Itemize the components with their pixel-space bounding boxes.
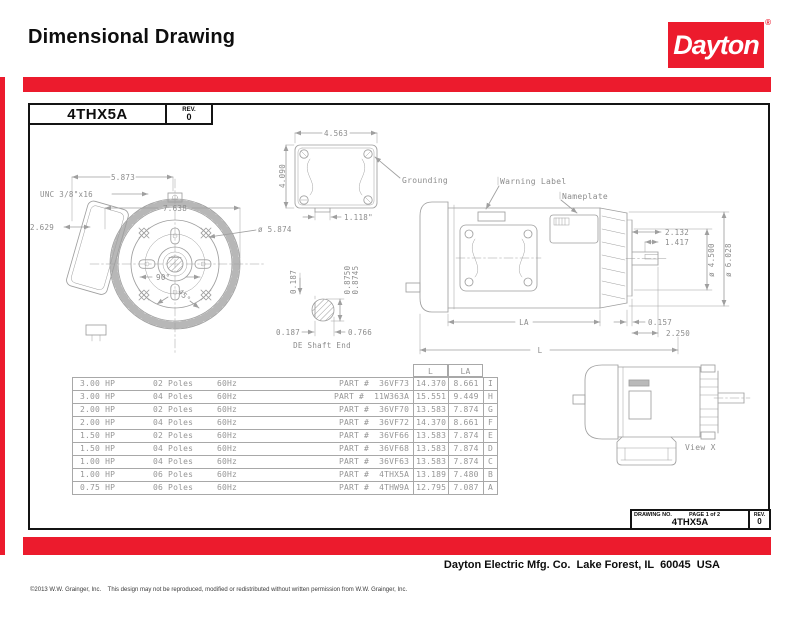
length-l-cell: 13.583 bbox=[413, 456, 448, 468]
dim-2132: 2.132 bbox=[665, 228, 690, 237]
copyright-notice: ©2013 W.W. Grainger, Inc. This design may not be reproduced, modified or redistributed without written permission from W.W. Grainger, Inc. bbox=[30, 587, 408, 593]
hp-cell: 1.50 HP bbox=[80, 431, 116, 440]
part-group bbox=[339, 378, 413, 390]
poles-cell: 06 Poles bbox=[153, 470, 194, 479]
title-block-rev bbox=[750, 511, 769, 528]
freq-cell: 60Hz bbox=[217, 392, 238, 401]
title-block bbox=[630, 509, 771, 530]
part-label: PART # bbox=[338, 405, 370, 414]
conduit-box-top-view bbox=[286, 133, 400, 220]
left-red-strip bbox=[0, 77, 5, 555]
row-key-cell: A bbox=[483, 482, 497, 494]
part-group bbox=[339, 417, 413, 429]
length-l-cell: 13.583 bbox=[413, 443, 448, 455]
poles-cell: 06 Poles bbox=[153, 483, 194, 492]
bottom-red-bar bbox=[23, 537, 771, 555]
dia-5874: ø 5.874 bbox=[258, 225, 292, 234]
detail-dia-lower: 0.8745 bbox=[351, 265, 360, 295]
row-main-cell bbox=[73, 456, 413, 468]
part-number-header: 4THX5A bbox=[28, 103, 167, 125]
row-key-cell: I bbox=[483, 378, 497, 390]
warning-label-text: Warning Label bbox=[500, 177, 567, 186]
part-number: 36VF70 bbox=[379, 405, 410, 414]
dim-7638: 7.638 bbox=[162, 204, 188, 213]
part-group bbox=[339, 482, 413, 494]
page-indicator: PAGE 1 of 2 bbox=[689, 512, 721, 518]
part-group bbox=[339, 443, 413, 455]
drawing-number: 4THX5A bbox=[671, 517, 709, 528]
poles-cell: 04 Poles bbox=[153, 444, 194, 453]
hp-cell: 3.00 HP bbox=[80, 379, 116, 388]
title-block-rev-value: 0 bbox=[757, 517, 762, 526]
detail-dim-0766: 0.766 bbox=[348, 328, 373, 337]
table-row bbox=[72, 378, 498, 391]
part-number: 36VF66 bbox=[379, 431, 410, 440]
length-l-cell: 15.551 bbox=[413, 391, 448, 403]
rev-label: REV. bbox=[182, 107, 196, 113]
poles-cell: 02 Poles bbox=[153, 379, 194, 388]
row-main-cell bbox=[73, 404, 413, 416]
freq-cell: 60Hz bbox=[217, 457, 238, 466]
part-number: 36VF73 bbox=[379, 379, 410, 388]
length-la-cell: 8.661 bbox=[448, 417, 483, 429]
poles-cell: 02 Poles bbox=[153, 431, 194, 440]
col-header-la: LA bbox=[448, 364, 483, 377]
part-label: PART # bbox=[338, 444, 370, 453]
dim-5873: 5.873 bbox=[110, 173, 136, 182]
view-x-caption: View X bbox=[685, 443, 716, 452]
length-la-cell: 7.874 bbox=[448, 443, 483, 455]
title-block-rev-label: REV. bbox=[753, 512, 766, 518]
col-header-l: L bbox=[413, 364, 448, 377]
page-title: Dimensional Drawing bbox=[28, 26, 236, 48]
length-la-cell: 9.449 bbox=[448, 391, 483, 403]
company-address: Dayton Electric Mfg. Co. Lake Forest, IL 60045 USA bbox=[443, 559, 720, 571]
part-number: 4THX5A bbox=[379, 470, 410, 479]
freq-cell: 60Hz bbox=[217, 431, 238, 440]
part-group bbox=[339, 456, 413, 468]
part-group bbox=[339, 469, 413, 481]
part-label: PART # bbox=[333, 392, 365, 401]
view-x bbox=[573, 365, 750, 465]
length-la-cell: 8.661 bbox=[448, 378, 483, 390]
angle-90: 90° bbox=[156, 273, 171, 282]
dia-4500: ø 4.500 bbox=[707, 243, 716, 277]
hp-cell: 1.50 HP bbox=[80, 444, 116, 453]
length-l-cell: 13.189 bbox=[413, 469, 448, 481]
table-row bbox=[72, 482, 498, 495]
table-row bbox=[72, 430, 498, 443]
length-l-cell: 12.795 bbox=[413, 482, 448, 494]
row-key-cell: F bbox=[483, 417, 497, 429]
dim-l: L bbox=[537, 346, 543, 355]
table-row bbox=[72, 404, 498, 417]
row-main-cell bbox=[73, 430, 413, 442]
freq-cell: 60Hz bbox=[217, 483, 238, 492]
hp-cell: 3.00 HP bbox=[80, 392, 116, 401]
nameplate-label: Nameplate bbox=[562, 192, 609, 201]
freq-cell: 60Hz bbox=[217, 379, 238, 388]
dim-4090: 4.090 bbox=[278, 163, 287, 189]
row-main-cell bbox=[73, 469, 413, 481]
row-main-cell bbox=[73, 378, 413, 390]
part-label: PART # bbox=[338, 470, 370, 479]
part-label: PART # bbox=[338, 418, 370, 427]
part-label: PART # bbox=[338, 457, 370, 466]
registered-mark: ® bbox=[765, 18, 771, 27]
part-number: 36VF63 bbox=[379, 457, 410, 466]
row-key-cell: G bbox=[483, 404, 497, 416]
table-row bbox=[72, 391, 498, 404]
side-view bbox=[406, 177, 729, 354]
freq-cell: 60Hz bbox=[217, 405, 238, 414]
row-key-cell: C bbox=[483, 456, 497, 468]
dim-1118: 1.118" bbox=[344, 213, 373, 222]
part-number: 36VF68 bbox=[379, 444, 410, 453]
top-red-bar bbox=[23, 77, 771, 92]
dim-4563: 4.563 bbox=[323, 129, 349, 138]
dayton-logo-text: Dayton bbox=[673, 29, 759, 60]
part-label: PART # bbox=[338, 483, 370, 492]
hp-cell: 1.00 HP bbox=[80, 457, 116, 466]
drawing-no-label: DRAWING NO. bbox=[634, 512, 672, 518]
row-main-cell bbox=[73, 391, 413, 403]
freq-cell: 60Hz bbox=[217, 418, 238, 427]
row-main-cell bbox=[73, 417, 413, 429]
title-block-left bbox=[632, 511, 750, 528]
part-label: PART # bbox=[338, 379, 370, 388]
poles-cell: 02 Poles bbox=[153, 405, 194, 414]
rev-value: 0 bbox=[186, 112, 192, 122]
detail-dim-0187-v: 0.187 bbox=[289, 269, 298, 295]
part-number: 36VF72 bbox=[379, 418, 410, 427]
hp-cell: 2.00 HP bbox=[80, 418, 116, 427]
part-label: PART # bbox=[338, 431, 370, 440]
dim-0157: 0.157 bbox=[648, 318, 673, 327]
length-la-cell: 7.874 bbox=[448, 456, 483, 468]
spec-table-rows bbox=[72, 377, 498, 495]
part-number: 11W363A bbox=[374, 392, 410, 401]
table-row bbox=[72, 443, 498, 456]
detail-dim-0187: 0.187 bbox=[276, 328, 301, 337]
detail-dia-upper: 0.8750 bbox=[343, 265, 352, 295]
part-number: 4THW9A bbox=[379, 483, 410, 492]
shaft-end-detail bbox=[300, 273, 345, 336]
table-row bbox=[72, 456, 498, 469]
length-l-cell: 13.583 bbox=[413, 404, 448, 416]
length-la-cell: 7.874 bbox=[448, 430, 483, 442]
dayton-logo bbox=[668, 18, 771, 68]
thread-callout: UNC 3/8"x16 bbox=[40, 190, 93, 199]
row-key-cell: E bbox=[483, 430, 497, 442]
grounding-label: Grounding bbox=[402, 176, 449, 185]
hp-cell: 2.00 HP bbox=[80, 405, 116, 414]
part-group bbox=[334, 391, 413, 403]
row-key-cell: H bbox=[483, 391, 497, 403]
table-row bbox=[72, 417, 498, 430]
part-group bbox=[339, 404, 413, 416]
row-main-cell bbox=[73, 482, 413, 494]
dia-6028: ø 6.028 bbox=[724, 243, 733, 277]
freq-cell: 60Hz bbox=[217, 470, 238, 479]
length-la-cell: 7.087 bbox=[448, 482, 483, 494]
length-l-cell: 14.370 bbox=[413, 378, 448, 390]
dim-2250: 2.250 bbox=[666, 329, 691, 338]
row-key-cell: B bbox=[483, 469, 497, 481]
part-group bbox=[339, 430, 413, 442]
dim-2629: 2.629 bbox=[30, 223, 55, 232]
dim-la: LA bbox=[519, 318, 529, 327]
poles-cell: 04 Poles bbox=[153, 392, 194, 401]
hp-cell: 1.00 HP bbox=[80, 470, 116, 479]
angle-45: 45° bbox=[176, 287, 193, 304]
hp-cell: 0.75 HP bbox=[80, 483, 116, 492]
length-la-cell: 7.874 bbox=[448, 404, 483, 416]
dim-1417: 1.417 bbox=[665, 238, 690, 247]
freq-cell: 60Hz bbox=[217, 444, 238, 453]
length-l-cell: 14.370 bbox=[413, 417, 448, 429]
length-la-cell: 7.480 bbox=[448, 469, 483, 481]
table-row bbox=[72, 469, 498, 482]
length-l-cell: 13.583 bbox=[413, 430, 448, 442]
row-key-cell: D bbox=[483, 443, 497, 455]
poles-cell: 04 Poles bbox=[153, 418, 194, 427]
poles-cell: 04 Poles bbox=[153, 457, 194, 466]
detail-caption: DE Shaft End bbox=[293, 341, 351, 350]
row-main-cell bbox=[73, 443, 413, 455]
